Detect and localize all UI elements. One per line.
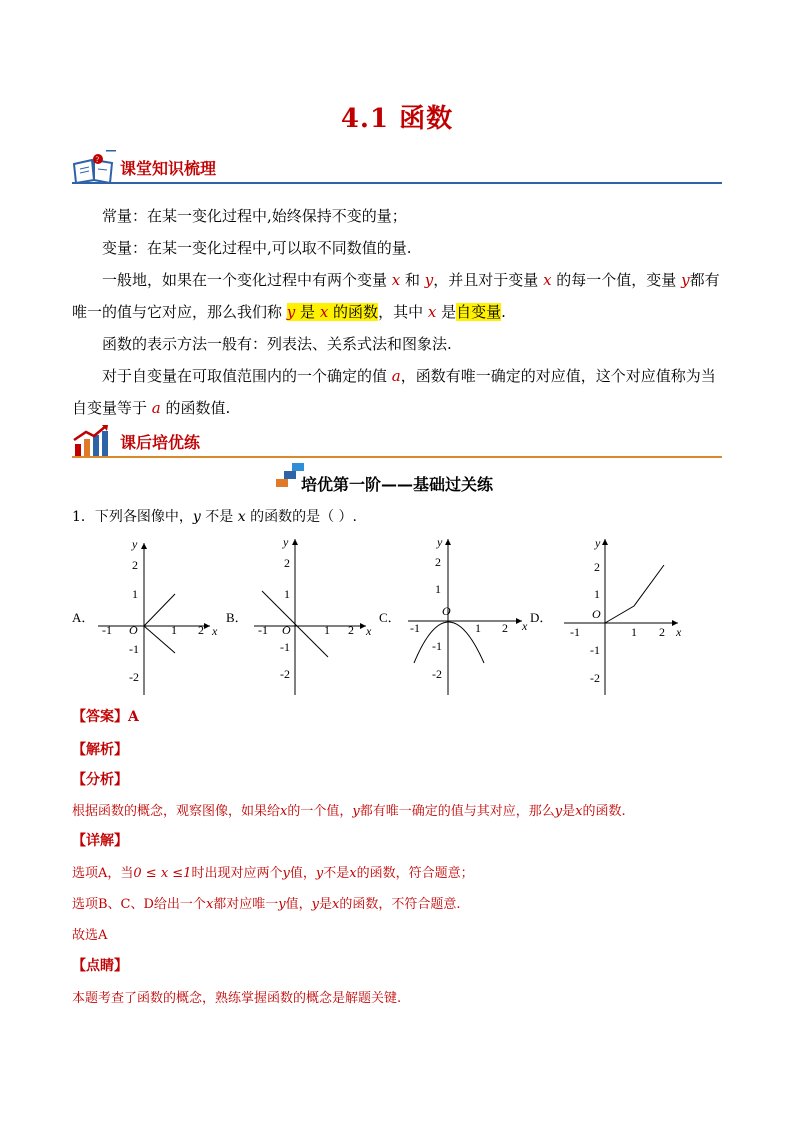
text-span: 1．下列各图像中， [72, 509, 193, 525]
text-span: 的函数的是（ ）. [245, 509, 358, 525]
text-span: 是 [436, 303, 457, 321]
tick-label: 2 [502, 621, 508, 635]
tick-label: 1 [631, 625, 637, 639]
graph-option-b [248, 535, 380, 700]
text-span: 选项A，当 [72, 866, 134, 881]
tick-label: 1 [284, 587, 290, 601]
tick-label: -2 [432, 667, 442, 681]
option-label-b: B． [226, 610, 248, 625]
text-span: 的函数值. [160, 399, 231, 417]
var-y: y [286, 303, 296, 321]
text-span: 和 [400, 271, 425, 289]
book-icon [72, 150, 116, 184]
tick-label: -1 [590, 643, 600, 657]
svg-text:?: ? [95, 155, 100, 164]
tick-label: -1 [258, 623, 268, 637]
option-label-d: D． [530, 610, 553, 625]
var-y: y [315, 866, 324, 881]
section-rule [72, 182, 722, 184]
text-span: 的函数，不符合题意. [339, 897, 461, 912]
var-y: y [352, 804, 360, 819]
var-y: y [282, 866, 290, 881]
var-y: y [192, 509, 201, 525]
tick-label: 1 [435, 582, 441, 596]
paragraph-variable: 变量：在某一变化过程中,可以取不同数值的量. [102, 239, 412, 257]
graph-option-d [560, 535, 692, 700]
var-y: y [278, 897, 286, 912]
text-span: 的每一个值，变量 [551, 271, 682, 289]
var-x: x [280, 804, 288, 819]
page-title: 4.1 函数 [340, 104, 454, 134]
var-a: a [391, 367, 401, 385]
section-header-practice [72, 424, 722, 458]
text-span: 的一个值， [287, 804, 353, 819]
tick-label: 1 [324, 623, 330, 637]
paragraph-representation: 函数的表示方法一般有：列表法、关系式法和图象法. [102, 335, 452, 353]
dianjing-tag: 【点睛】 [72, 958, 128, 974]
option-label-a: A． [72, 610, 95, 625]
fenxi-tag: 【分析】 [72, 772, 128, 788]
tick-label: -1 [570, 625, 580, 639]
var-y: y [681, 271, 690, 289]
tick-label: -1 [410, 621, 420, 635]
axis-label-y: y [595, 536, 601, 550]
origin-label: O [282, 623, 291, 637]
text-span: 选项B、C、D给出一个 [72, 897, 206, 912]
var-y: y [424, 271, 434, 289]
axis-label-x: x [676, 625, 682, 639]
origin-label: O [592, 607, 601, 621]
tick-label: -2 [280, 667, 290, 681]
text-span: 的函数. [582, 804, 626, 819]
tick-label: -2 [129, 670, 139, 684]
dianjing-text: 本题考查了函数的概念，熟练掌握函数的概念是解题关键. [72, 991, 402, 1006]
text-span: 的函数，符合题意； [356, 866, 474, 881]
var-x: x [332, 897, 340, 912]
origin-label: O [442, 604, 451, 618]
tick-label: -1 [102, 623, 112, 637]
tick-label: -1 [129, 642, 139, 656]
var-x: x [391, 271, 401, 289]
tick-label: -1 [280, 640, 290, 654]
text-span: . [501, 303, 506, 321]
condition-text: 0 ≤ x ≤1 [133, 866, 192, 881]
tick-label: 1 [475, 621, 481, 635]
option-label-c: C． [379, 610, 401, 625]
tick-label: 2 [348, 623, 354, 637]
var-x: x [349, 866, 357, 881]
text-span: ，函数有唯一确定的对应值，这个对应值称为当自变量等于 [72, 367, 716, 417]
paragraph-constant: 常量：在某一变化过程中,始终保持不变的量； [102, 207, 407, 225]
var-x: x [575, 804, 583, 819]
text-span: 对于自变量在可取值范围内的一个确定的值 [102, 367, 392, 385]
text-span: 是 [295, 303, 320, 321]
axis-label-y: y [283, 535, 289, 549]
fenxi-text [72, 800, 732, 819]
chart-growth-icon [72, 424, 116, 458]
text-span: 都有唯一确定的值与其对应，那么 [359, 804, 555, 819]
highlight-function [287, 303, 378, 321]
text-span: 值， [285, 897, 312, 912]
tick-label: 2 [284, 556, 290, 570]
paragraph-function-value [72, 360, 722, 424]
axis-label-y: y [132, 537, 138, 551]
axis-label-x: x [366, 624, 372, 638]
var-y: y [311, 897, 320, 912]
text-span: 不是 [323, 866, 350, 881]
text-span: 是 [319, 897, 333, 912]
section-label-knowledge: 课堂知识梳理 [120, 159, 217, 178]
highlight-independent-variable: 自变量 [456, 303, 502, 321]
question-1 [72, 506, 357, 526]
detail-line-1 [72, 862, 732, 881]
tick-label: 1 [594, 587, 600, 601]
axis-label-x: x [212, 624, 218, 638]
origin-label: O [129, 623, 138, 637]
detail-line-2 [72, 893, 732, 912]
text-span: 根据函数的概念，观察图像，如果给 [72, 804, 281, 819]
text-span: ，并且对于变量 [433, 271, 544, 289]
var-x: x [205, 897, 214, 912]
section-rule [72, 456, 722, 458]
var-a: a [151, 399, 161, 417]
text-span: 都有唯一的值与它对应，那么我们称 [72, 271, 720, 321]
section-header-knowledge [72, 150, 722, 184]
text-span: 都对应唯一 [213, 897, 279, 912]
tick-label: 2 [435, 555, 441, 569]
tick-label: 2 [594, 560, 600, 574]
tick-label: 2 [132, 558, 138, 572]
text-span: 值， [289, 866, 316, 881]
var-x: x [319, 303, 329, 321]
graph-option-a [92, 535, 224, 700]
tick-label: 2 [659, 625, 665, 639]
text-span: 的函数 [328, 303, 379, 321]
var-x: x [237, 509, 246, 525]
answer-tag: 【答案】A [72, 709, 139, 725]
paragraph-function-definition [72, 264, 722, 328]
text-span: 一般地，如果在一个变化过程中有两个变量 [102, 271, 392, 289]
var-x: x [543, 271, 552, 289]
axis-label-y: y [437, 535, 443, 549]
graph-option-c [404, 535, 536, 700]
conclusion-text: 故选A [72, 928, 108, 943]
section-label-practice: 课后培优练 [120, 433, 201, 452]
text-span: 不是 [200, 509, 238, 525]
tick-label: 1 [171, 623, 177, 637]
text-span: 时出现对应两个 [191, 866, 283, 881]
xiangjie-tag: 【详解】 [72, 833, 128, 849]
axis-label-x: x [522, 619, 528, 633]
tick-label: -1 [432, 639, 442, 653]
tick-label: 2 [198, 623, 204, 637]
text-span: 是 [562, 804, 576, 819]
text-span: ，其中 [378, 303, 428, 321]
var-y: y [554, 804, 563, 819]
subsection-title: 培优第一阶——基础过关练 [300, 475, 493, 494]
var-x: x [427, 303, 437, 321]
tick-label: -2 [590, 671, 600, 685]
analysis-tag: 【解析】 [72, 742, 128, 758]
tick-label: 1 [132, 587, 138, 601]
